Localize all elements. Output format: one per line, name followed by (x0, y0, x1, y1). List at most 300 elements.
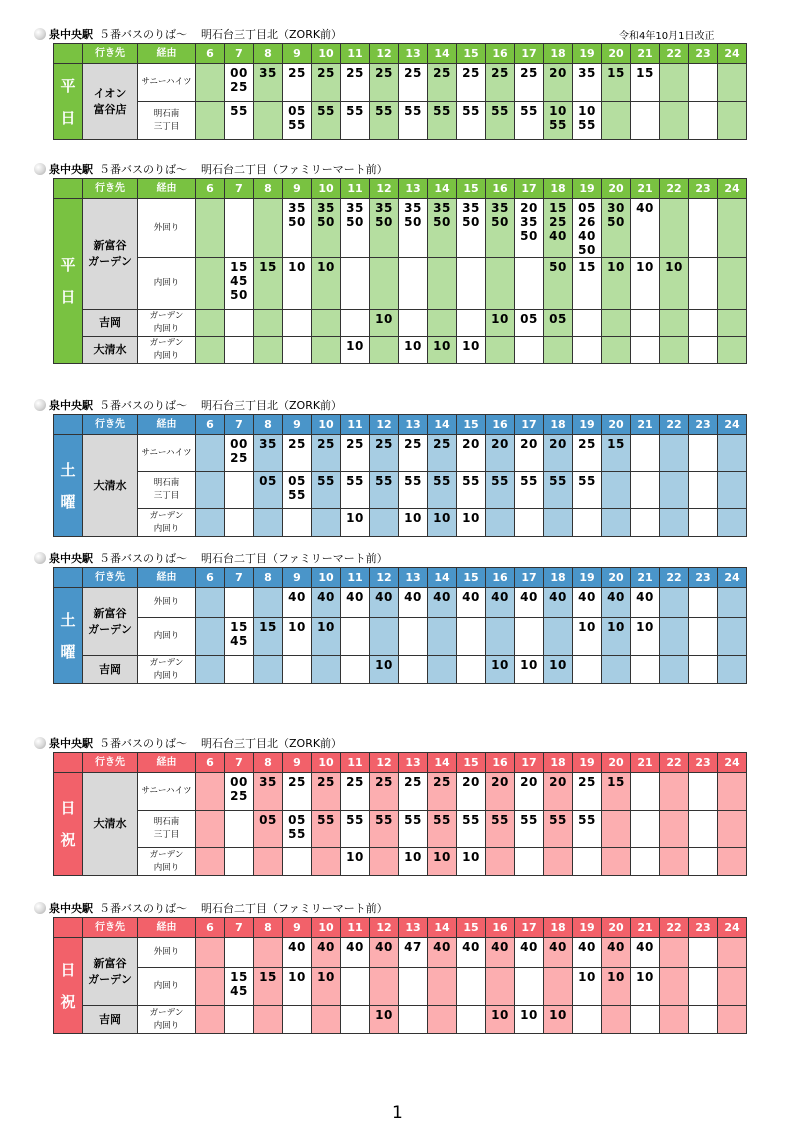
departure-minute: 40 (578, 229, 596, 243)
destination-cell (83, 588, 138, 656)
table-caption (34, 734, 744, 752)
header-row (54, 568, 747, 588)
departure-platform: ５番バスのりば〜 (99, 399, 187, 412)
departure-cell (515, 337, 544, 364)
departure-minute: 10 (491, 312, 509, 326)
departure-cell (341, 199, 370, 258)
departure-minute: 10 (375, 312, 393, 326)
via-cell (138, 811, 196, 848)
departure-minute: 10 (375, 1008, 393, 1022)
departure-cell (602, 656, 631, 684)
departure-minute: 10 (491, 1008, 509, 1022)
departure-cell (631, 337, 660, 364)
via-line: 内回り (153, 324, 180, 334)
departure-cell (718, 618, 747, 656)
departure-cell (254, 64, 283, 102)
departure-cell (718, 811, 747, 848)
departure-minute: 10 (636, 970, 654, 984)
departure-cell (631, 848, 660, 876)
departure-cell (428, 472, 457, 509)
header-destination: 行き先 (83, 568, 138, 588)
departure-cell (341, 310, 370, 337)
bullet-icon (34, 28, 46, 40)
destination-cell (83, 656, 138, 684)
departure-cell (225, 310, 254, 337)
departure-minute: 10 (433, 339, 451, 353)
departure-cell (457, 199, 486, 258)
departure-cell (457, 337, 486, 364)
departure-cell (457, 310, 486, 337)
via-cell (138, 968, 196, 1006)
departure-minute: 55 (578, 474, 596, 488)
header-hour: 18 (544, 568, 573, 588)
departure-minute: 20 (520, 437, 538, 451)
departure-cell (283, 848, 312, 876)
departure-cell (283, 435, 312, 472)
table-caption (34, 899, 744, 917)
header-hour: 22 (660, 44, 689, 64)
via-line: 三丁目 (153, 830, 180, 840)
departure-cell (196, 337, 225, 364)
departure-minute: 25 (230, 80, 248, 94)
departure-cell (312, 199, 341, 258)
departure-cell (660, 64, 689, 102)
header-hour: 11 (341, 44, 370, 64)
departure-minute: 55 (317, 474, 335, 488)
departure-cell (399, 618, 428, 656)
departure-cell (225, 588, 254, 618)
departure-cell (544, 938, 573, 968)
destination-cell (83, 773, 138, 876)
departure-minute: 55 (317, 104, 335, 118)
header-hour: 18 (544, 918, 573, 938)
via-cell (138, 848, 196, 876)
header-hour: 6 (196, 179, 225, 199)
departure-cell (718, 199, 747, 258)
via-line: 外回り (153, 597, 180, 607)
day-type-char: 日 (60, 799, 76, 817)
departure-cell (515, 1006, 544, 1034)
timetable (53, 178, 747, 364)
revision-date: 令和4年10月1日改正 (619, 31, 715, 42)
departure-cell (399, 938, 428, 968)
page-number: 1 (392, 1103, 403, 1123)
destination-line: 新富谷 (93, 956, 127, 970)
departure-cell (631, 1006, 660, 1034)
departure-cell (254, 1006, 283, 1034)
departure-minute: 35 (375, 201, 393, 215)
departure-cell (718, 968, 747, 1006)
header-hour: 22 (660, 753, 689, 773)
departure-minute: 10 (346, 850, 364, 864)
departure-cell (457, 102, 486, 140)
departure-minute: 10 (317, 260, 335, 274)
departure-cell (486, 848, 515, 876)
via-line: 三丁目 (153, 121, 180, 132)
departure-minute: 10 (520, 658, 538, 672)
departure-cell (428, 102, 457, 140)
departure-cell (689, 435, 718, 472)
departure-cell (573, 509, 602, 537)
departure-cell (283, 337, 312, 364)
departure-minute: 10 (578, 970, 596, 984)
header-hour: 16 (486, 918, 515, 938)
departure-minute: 55 (462, 104, 480, 118)
header-row (54, 753, 747, 773)
via-line: 内回り (153, 278, 180, 288)
header-blank (54, 753, 83, 773)
departure-minute: 35 (259, 775, 277, 789)
departure-cell (254, 848, 283, 876)
departure-cell (370, 310, 399, 337)
departure-cell (370, 968, 399, 1006)
via-line: 明石南 (153, 108, 180, 119)
timetable-row (54, 938, 747, 968)
day-type-cell (54, 773, 83, 876)
departure-cell (312, 310, 341, 337)
departure-cell (399, 258, 428, 310)
departure-cell (689, 618, 718, 656)
departure-minute: 40 (375, 940, 393, 954)
header-hour: 13 (399, 415, 428, 435)
timetable-row (54, 968, 747, 1006)
departure-minute: 05 (288, 474, 306, 488)
timetable-row (54, 509, 747, 537)
departure-cell (573, 848, 602, 876)
departure-cell (312, 618, 341, 656)
departure-platform: ５番バスのりば〜 (99, 737, 187, 750)
departure-minute: 50 (433, 215, 451, 229)
departure-cell (399, 773, 428, 811)
departure-cell (660, 656, 689, 684)
departure-minute: 25 (346, 66, 364, 80)
departure-cell (689, 64, 718, 102)
header-hour: 7 (225, 918, 254, 938)
departure-cell (718, 310, 747, 337)
departure-cell (515, 472, 544, 509)
header-hour: 13 (399, 179, 428, 199)
departure-station: 泉中央駅 (49, 399, 93, 412)
departure-cell (225, 848, 254, 876)
destination-line: 新富谷 (93, 239, 127, 252)
departure-minute: 40 (375, 590, 393, 604)
departure-cell (573, 938, 602, 968)
header-via: 経由 (138, 918, 196, 938)
day-type-cell (54, 435, 83, 537)
departure-minute: 55 (549, 118, 567, 132)
header-destination: 行き先 (83, 44, 138, 64)
departure-minute: 25 (288, 437, 306, 451)
departure-cell (718, 337, 747, 364)
departure-cell (602, 258, 631, 310)
header-blank (54, 179, 83, 199)
header-hour: 13 (399, 568, 428, 588)
departure-cell (225, 618, 254, 656)
departure-station: 泉中央駅 (49, 902, 93, 915)
departure-cell (399, 968, 428, 1006)
departure-cell (602, 102, 631, 140)
timetable-row (54, 102, 747, 140)
departure-minute: 35 (259, 66, 277, 80)
via-line: 内回り (153, 981, 180, 991)
departure-cell (573, 811, 602, 848)
departure-cell (631, 968, 660, 1006)
departure-minute: 10 (317, 620, 335, 634)
timetable-row (54, 258, 747, 310)
departure-minute: 10 (404, 339, 422, 353)
departure-cell (312, 811, 341, 848)
header-hour: 24 (718, 568, 747, 588)
header-hour: 21 (631, 179, 660, 199)
departure-cell (689, 773, 718, 811)
header-hour: 20 (602, 179, 631, 199)
table-caption (34, 396, 744, 414)
destination-line: 吉岡 (99, 1012, 121, 1026)
departure-minute: 35 (462, 201, 480, 215)
departure-minute: 55 (578, 813, 596, 827)
departure-cell (544, 773, 573, 811)
departure-cell (312, 64, 341, 102)
header-hour: 16 (486, 415, 515, 435)
departure-cell (573, 656, 602, 684)
departure-minute: 00 (230, 437, 248, 451)
via-line: ガーデン (149, 338, 184, 348)
departure-cell (718, 656, 747, 684)
departure-cell (399, 811, 428, 848)
via-line: 外回り (153, 222, 180, 233)
header-destination: 行き先 (83, 415, 138, 435)
departure-cell (196, 435, 225, 472)
header-blank (54, 44, 83, 64)
departure-cell (486, 968, 515, 1006)
departure-cell (631, 310, 660, 337)
header-hour: 10 (312, 918, 341, 938)
destination-cell (83, 938, 138, 1006)
via-line: ガーデン (149, 510, 184, 521)
departure-cell (341, 811, 370, 848)
header-hour: 20 (602, 44, 631, 64)
destination-cell (83, 199, 138, 310)
departure-minute: 50 (230, 288, 248, 302)
departure-cell (718, 435, 747, 472)
departure-minute: 25 (578, 775, 596, 789)
departure-cell (486, 811, 515, 848)
departure-cell (370, 509, 399, 537)
departure-cell (283, 310, 312, 337)
header-hour: 16 (486, 179, 515, 199)
departure-cell (370, 656, 399, 684)
header-hour: 7 (225, 568, 254, 588)
departure-cell (660, 472, 689, 509)
header-hour: 9 (283, 44, 312, 64)
departure-cell (370, 618, 399, 656)
departure-cell (254, 968, 283, 1006)
departure-minute: 35 (491, 201, 509, 215)
via-cell (138, 258, 196, 310)
departure-minute: 50 (462, 215, 480, 229)
departure-cell (689, 337, 718, 364)
departure-minute: 00 (230, 66, 248, 80)
departure-cell (254, 435, 283, 472)
via-cell (138, 435, 196, 472)
departure-cell (660, 588, 689, 618)
departure-minute: 20 (549, 66, 567, 80)
departure-minute: 55 (375, 474, 393, 488)
departure-cell (370, 435, 399, 472)
departure-cell (428, 656, 457, 684)
departure-cell (515, 938, 544, 968)
header-hour: 22 (660, 918, 689, 938)
header-hour: 24 (718, 918, 747, 938)
timetable-row (54, 773, 747, 811)
departure-cell (486, 773, 515, 811)
header-hour: 9 (283, 415, 312, 435)
departure-minute: 40 (404, 590, 422, 604)
header-hour: 7 (225, 753, 254, 773)
header-hour: 14 (428, 753, 457, 773)
departure-cell (341, 773, 370, 811)
departure-cell (428, 509, 457, 537)
departure-cell (602, 588, 631, 618)
departure-minute: 40 (317, 590, 335, 604)
departure-minute: 45 (230, 984, 248, 998)
departure-minute: 10 (549, 1008, 567, 1022)
header-row (54, 179, 747, 199)
via-cell (138, 773, 196, 811)
departure-cell (486, 102, 515, 140)
timetable (53, 414, 747, 537)
header-via: 経由 (138, 44, 196, 64)
departure-cell (718, 588, 747, 618)
departure-minute: 25 (317, 437, 335, 451)
departure-cell (457, 618, 486, 656)
via-line: 内回り (153, 670, 180, 681)
departure-minute: 55 (346, 474, 364, 488)
header-hour: 20 (602, 918, 631, 938)
destination-stop: 明石台二丁目（ファミリーマート前） (201, 552, 388, 565)
departure-cell (399, 656, 428, 684)
header-hour: 15 (457, 568, 486, 588)
via-cell (138, 588, 196, 618)
header-hour: 18 (544, 415, 573, 435)
destination-line: イオン (93, 86, 127, 100)
via-cell (138, 509, 196, 537)
day-type-char: 曜 (60, 492, 76, 511)
departure-cell (573, 968, 602, 1006)
departure-cell (486, 337, 515, 364)
departure-minute: 55 (404, 474, 422, 488)
departure-cell (718, 64, 747, 102)
timetable-row (54, 848, 747, 876)
departure-cell (602, 773, 631, 811)
departure-minute: 40 (607, 590, 625, 604)
header-hour: 15 (457, 44, 486, 64)
departure-cell (544, 102, 573, 140)
header-hour: 13 (399, 753, 428, 773)
departure-cell (283, 1006, 312, 1034)
departure-cell (283, 64, 312, 102)
departure-minute: 55 (491, 104, 509, 118)
header-hour: 23 (689, 568, 718, 588)
departure-platform: ５番バスのりば〜 (99, 902, 187, 915)
departure-cell (457, 773, 486, 811)
departure-minute: 10 (462, 339, 480, 353)
departure-minute: 10 (288, 260, 306, 274)
departure-minute: 10 (607, 620, 625, 634)
header-hour: 17 (515, 918, 544, 938)
departure-cell (399, 848, 428, 876)
destination-line: 大清水 (93, 343, 127, 356)
departure-cell (312, 938, 341, 968)
departure-minute: 10 (462, 850, 480, 864)
day-type-cell (54, 199, 83, 364)
departure-minute: 10 (288, 620, 306, 634)
header-hour: 21 (631, 918, 660, 938)
departure-cell (225, 64, 254, 102)
departure-cell (283, 102, 312, 140)
departure-cell (283, 968, 312, 1006)
departure-cell (573, 1006, 602, 1034)
departure-minute: 25 (549, 215, 567, 229)
header-hour: 11 (341, 568, 370, 588)
departure-minute: 15 (549, 201, 567, 215)
departure-cell (573, 773, 602, 811)
departure-cell (486, 938, 515, 968)
departure-cell (196, 588, 225, 618)
departure-minute: 10 (462, 511, 480, 525)
header-hour: 12 (370, 44, 399, 64)
departure-minute: 55 (288, 118, 306, 132)
departure-cell (515, 848, 544, 876)
departure-platform: ５番バスのりば〜 (99, 163, 187, 176)
departure-cell (544, 1006, 573, 1034)
timetable-row (54, 588, 747, 618)
departure-minute: 40 (317, 940, 335, 954)
departure-minute: 40 (607, 940, 625, 954)
header-via: 経由 (138, 753, 196, 773)
header-hour: 12 (370, 753, 399, 773)
header-hour: 6 (196, 44, 225, 64)
header-hour: 14 (428, 568, 457, 588)
bullet-icon (34, 163, 46, 175)
departure-cell (718, 472, 747, 509)
departure-cell (283, 588, 312, 618)
via-line: ガーデン (149, 657, 184, 668)
departure-cell (196, 64, 225, 102)
header-hour: 6 (196, 918, 225, 938)
departure-cell (341, 656, 370, 684)
departure-cell (312, 435, 341, 472)
departure-minute: 55 (491, 474, 509, 488)
via-line: 明石南 (153, 817, 180, 827)
departure-minute: 40 (288, 590, 306, 604)
departure-minute: 55 (549, 474, 567, 488)
departure-cell (602, 435, 631, 472)
departure-minute: 05 (288, 104, 306, 118)
destination-cell (83, 435, 138, 537)
departure-minute: 50 (317, 215, 335, 229)
via-line: 内回り (153, 523, 180, 534)
departure-cell (225, 435, 254, 472)
departure-cell (660, 848, 689, 876)
departure-cell (196, 848, 225, 876)
departure-cell (370, 1006, 399, 1034)
departure-cell (689, 310, 718, 337)
timetable-saturday-familymart (34, 549, 744, 684)
departure-minute: 55 (433, 813, 451, 827)
header-hour: 10 (312, 753, 341, 773)
departure-minute: 25 (404, 775, 422, 789)
